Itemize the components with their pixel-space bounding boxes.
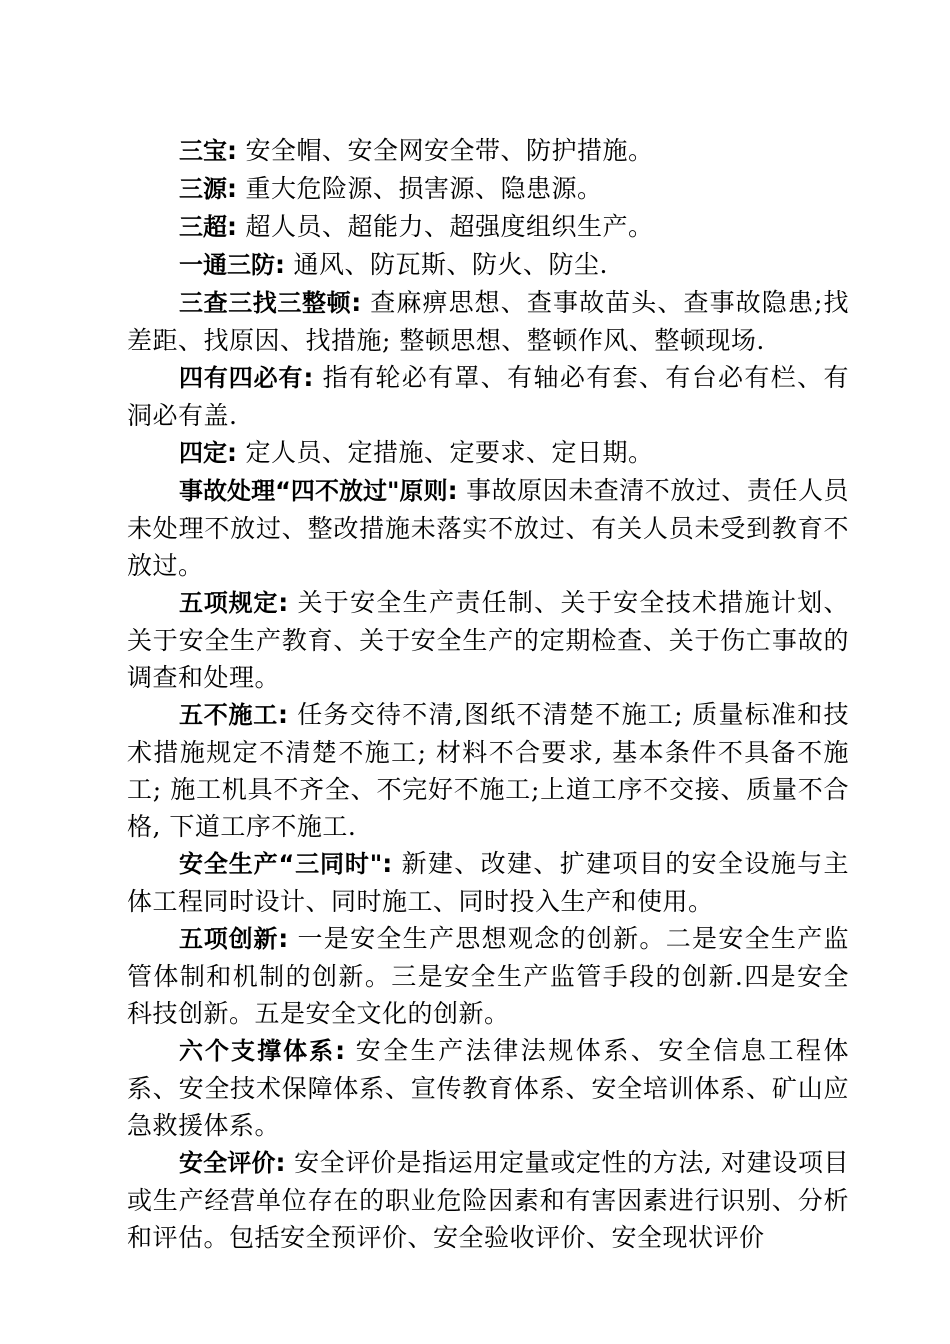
- entry-text: 查麻痹思想、查事故苗头、查事故隐患;找差距、找原因、找措施; 整顿思想、整顿作风、整顿现场.: [127, 288, 850, 355]
- entry-san-chao: [127, 208, 849, 246]
- entry-separator: :: [227, 438, 237, 467]
- entry-separator: :: [447, 476, 458, 505]
- entry-san-yuan: [127, 170, 849, 208]
- entry-text: 指有轮必有罩、有轴必有套、有台必有栏、有洞必有盖.: [127, 363, 849, 430]
- entry-si-ding: [127, 434, 849, 472]
- entry-wu-bu-shi-gong: [127, 696, 849, 845]
- entry-term: 四有四必有: [179, 364, 304, 392]
- entry-separator: :: [227, 174, 237, 203]
- entry-term: 三宝: [179, 137, 227, 165]
- entry-term: 三超: [179, 213, 227, 241]
- entry-wu-xiang-gui-ding: [127, 584, 849, 696]
- entry-yi-tong-san-fang: [127, 246, 849, 284]
- entry-text: 重大危险源、损害源、隐患源。: [237, 174, 603, 203]
- entry-text: 一是安全生产思想观念的创新。二是安全生产监管体制和机制的创新。三是安全生产监管手段的创新.四是安全科技创新。五是安全文化的创新。: [127, 924, 850, 1028]
- entry-separator: :: [227, 212, 237, 241]
- entry-text: 超人员、超能力、超强度组织生产。: [237, 212, 654, 241]
- entry-term: 事故处理“四不放过"原则: [179, 477, 448, 505]
- entry-text: 任务交待不清,图纸不清楚不施工; 质量标准和技术措施规定不清楚不施工; 材料不合要求, 基本条件不具备不施工; 施工机具不齐全、不完好不施工;上道工序不交接、质量不合格, 下道工序不施工.: [127, 700, 850, 841]
- entry-term: 一通三防: [179, 251, 275, 279]
- entry-separator: :: [278, 700, 289, 729]
- entry-liu-ge-zhi-cheng: [127, 1032, 849, 1144]
- entry-term: 五不施工: [179, 701, 279, 729]
- entry-text: 安全生产法律法规体系、安全信息工程体系、安全技术保障体系、宣传教育体系、安全培训体系、矿山应急救援体系。: [127, 1036, 849, 1140]
- entry-san-cha-san-zhao: [127, 284, 849, 359]
- entry-term: 六个支撑体系: [179, 1037, 336, 1065]
- entry-text: 定人员、定措施、定要求、定日期。: [237, 438, 654, 467]
- entry-term: 三查三找三整顿: [179, 289, 352, 317]
- entry-separator: :: [278, 588, 289, 617]
- entry-term: 三源: [179, 175, 227, 203]
- entry-si-you-si-bi-you: [127, 359, 849, 434]
- entry-text: 安全评价是指运用定量或定性的方法, 对建设项目或生产经营单位存在的职业危险因素和有害因素进行识别、分析和评估。包括安全预评价、安全验收评价、安全现状评价: [127, 1148, 850, 1252]
- entry-term: 安全评价: [179, 1149, 276, 1177]
- entry-separator: :: [335, 1036, 346, 1065]
- entry-si-bu-fang-guo: [127, 472, 849, 584]
- entry-text: 新建、改建、扩建项目的安全设施与主体工程同时设计、同时施工、同时投入生产和使用。: [127, 849, 849, 916]
- entry-separator: :: [275, 250, 285, 279]
- entry-term: 五项规定: [179, 589, 279, 617]
- entry-text: 关于安全生产责任制、关于安全技术措施计划、关于安全生产教育、关于安全生产的定期检查、关于伤亡事故的调查和处理。: [127, 588, 850, 692]
- entry-text: 事故原因未查清不放过、责任人员未处理不放过、整改措施未落实不放过、有关人员未受到教育不放过。: [127, 476, 849, 580]
- document-body: [127, 132, 849, 1256]
- entry-an-quan-ping-jia: [127, 1144, 849, 1256]
- entry-separator: :: [278, 924, 289, 953]
- entry-san-bao: [127, 132, 849, 170]
- entry-text: 安全帽、安全网安全带、防护措施。: [237, 136, 654, 165]
- entry-text: 通风、防瓦斯、防火、防尘.: [285, 250, 608, 279]
- entry-separator: :: [227, 136, 237, 165]
- entry-separator: :: [275, 1148, 286, 1177]
- entry-wu-xiang-chuang-xin: [127, 920, 849, 1032]
- entry-term: 五项创新: [179, 925, 279, 953]
- entry-separator: :: [382, 849, 393, 878]
- entry-separator: :: [303, 363, 314, 392]
- entry-san-tong-shi: [127, 845, 849, 920]
- entry-term: 安全生产“三同时": [179, 850, 383, 878]
- entry-term: 四定: [179, 439, 227, 467]
- entry-separator: :: [351, 288, 362, 317]
